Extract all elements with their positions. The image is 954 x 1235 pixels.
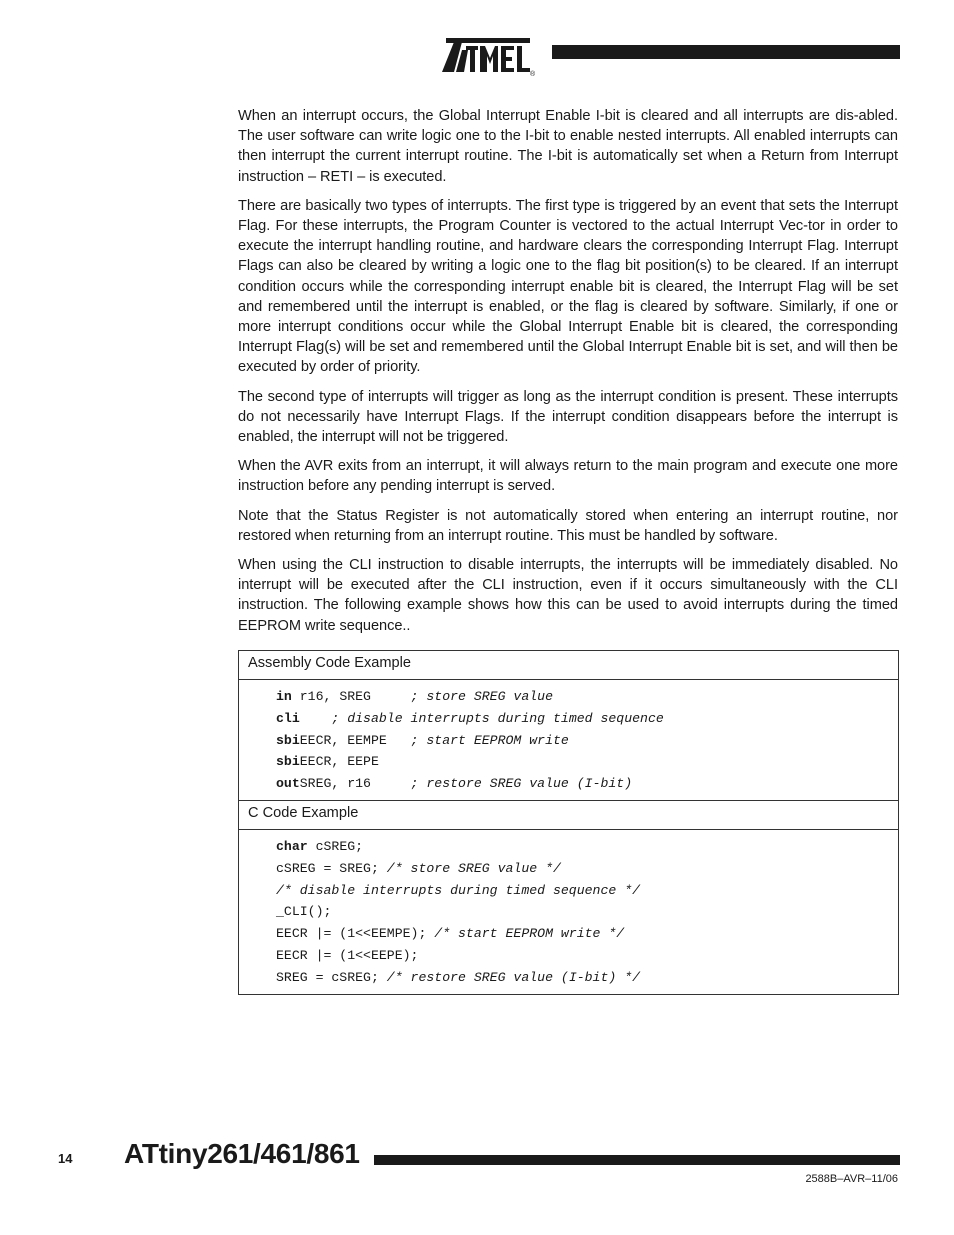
code-comment: /* restore SREG value (I-bit) */ [386,969,641,985]
code-line [276,773,898,795]
code-gap [292,689,300,704]
code-text: SREG, r16 [299,776,411,792]
paragraph: The second type of interrupts will trigger as long as the interrupt condition is present. These interrupts do not necessarily have Interrupt Flags. If the interrupt condition disappears before the interrupt is enabled, the interrupt will not be triggered. [238,388,898,446]
paragraph: When the AVR exits from an interrupt, it will always return to the main program and execute one more instruction before any pending interrupt is served. [238,458,898,495]
c-code-block [239,830,898,994]
paragraph: When using the CLI instruction to disable interrupts, the interrupts will be immediately disabled. No interrupt will be executed after the CLI instruction, even if it occurs simultaneously with the CLI instruction. The following example shows how this can be used to avoid interrupts during the timed EEPROM write sequence.. [238,557,898,634]
code-text: SREG = cSREG; [276,969,387,985]
code-line [276,945,898,967]
paragraph: There are basically two types of interrupts. The first type is triggered by an event that sets the Interrupt Flag. For these interrupts, the Program Counter is vectored to the actual Interrupt Vec-tor in order to execute the interrupt handling routine, and hardware clears the corresponding Interrupt Flag. Interrupt Flags can also be cleared by writing a logic one to the flag bit position(s) to be cleared. If an interrupt condition occurs while the corresponding interrupt enable bit is cleared, the Interrupt Flag will be set and remembered until the interrupt is enabled, or the flag is cleared by software. Similarly, if one or more interrupt conditions occur while the Global Interrupt Enable bit is cleared, the corresponding Interrupt Flag(s) will be set and remembered until the Global Interrupt Enable bit is set, and will then be executed by order of priority. [238,197,898,376]
code-keyword: sbi [276,732,300,748]
code-line [276,751,898,773]
code-text: EECR |= (1<<EEPE); [276,947,419,963]
code-line [276,901,898,923]
code-text: EECR, EEMPE [299,732,411,748]
code-comment: /* start EEPROM write */ [434,926,625,942]
body-text [238,106,898,645]
code-keyword: sbi [276,754,300,770]
code-example-table [238,650,899,995]
document-code: 2588B–AVR–11/06 [805,1173,898,1185]
footer-rule [374,1155,900,1165]
code-text: r16, SREG [299,689,411,704]
code-text: _CLI(); [276,904,332,920]
asm-example-title: Assembly Code Example [239,651,898,680]
code-keyword: cli [276,710,300,726]
code-keyword: out [276,776,300,792]
code-text: cSREG; [315,838,364,854]
code-line [276,730,898,752]
code-gap [300,711,332,726]
code-comment: ; start EEPROM write [410,732,569,748]
code-comment: /* store SREG value */ [386,860,561,876]
code-comment: ; restore SREG value (I-bit) [410,776,633,792]
asm-code-block [239,680,898,801]
paragraph: Note that the Status Register is not automatically stored when entering an interrupt routine, nor restored when returning from an interrupt routine. This must be handled by software. [238,507,898,544]
code-line [276,880,898,902]
c-example-title: C Code Example [239,801,898,830]
code-comment: ; disable interrupts during timed sequence [331,710,664,726]
code-text: EECR, EEPE [299,754,379,770]
code-comment: /* disable interrupts during timed sequence */ [276,882,641,898]
code-line [276,858,898,880]
header-rule [552,45,900,59]
code-keyword: char [276,838,308,854]
code-comment: ; store SREG value [410,689,553,704]
code-keyword: in [276,689,292,704]
code-text: EECR |= (1<<EEMPE); [276,926,435,942]
code-line [276,836,898,858]
code-text: cSREG = SREG; [276,860,387,876]
code-gap [308,839,316,854]
code-line [276,923,898,945]
code-line [276,686,898,708]
page-number: 14 [58,1151,73,1166]
registered-mark: ® [530,71,536,78]
code-line [276,708,898,730]
document-title: ATtiny261/461/861 [124,1138,360,1169]
atmel-logo [440,28,540,78]
paragraph: When an interrupt occurs, the Global Interrupt Enable I-bit is cleared and all interrupts are dis-abled. The user software can write logic one to the I-bit to enable nested interrupts. All enabled interrupts can then interrupt the current interrupt routine. The I-bit is automatically set when a Return from Interrupt instruction – RETI – is executed. [238,108,898,185]
code-line [276,967,898,989]
